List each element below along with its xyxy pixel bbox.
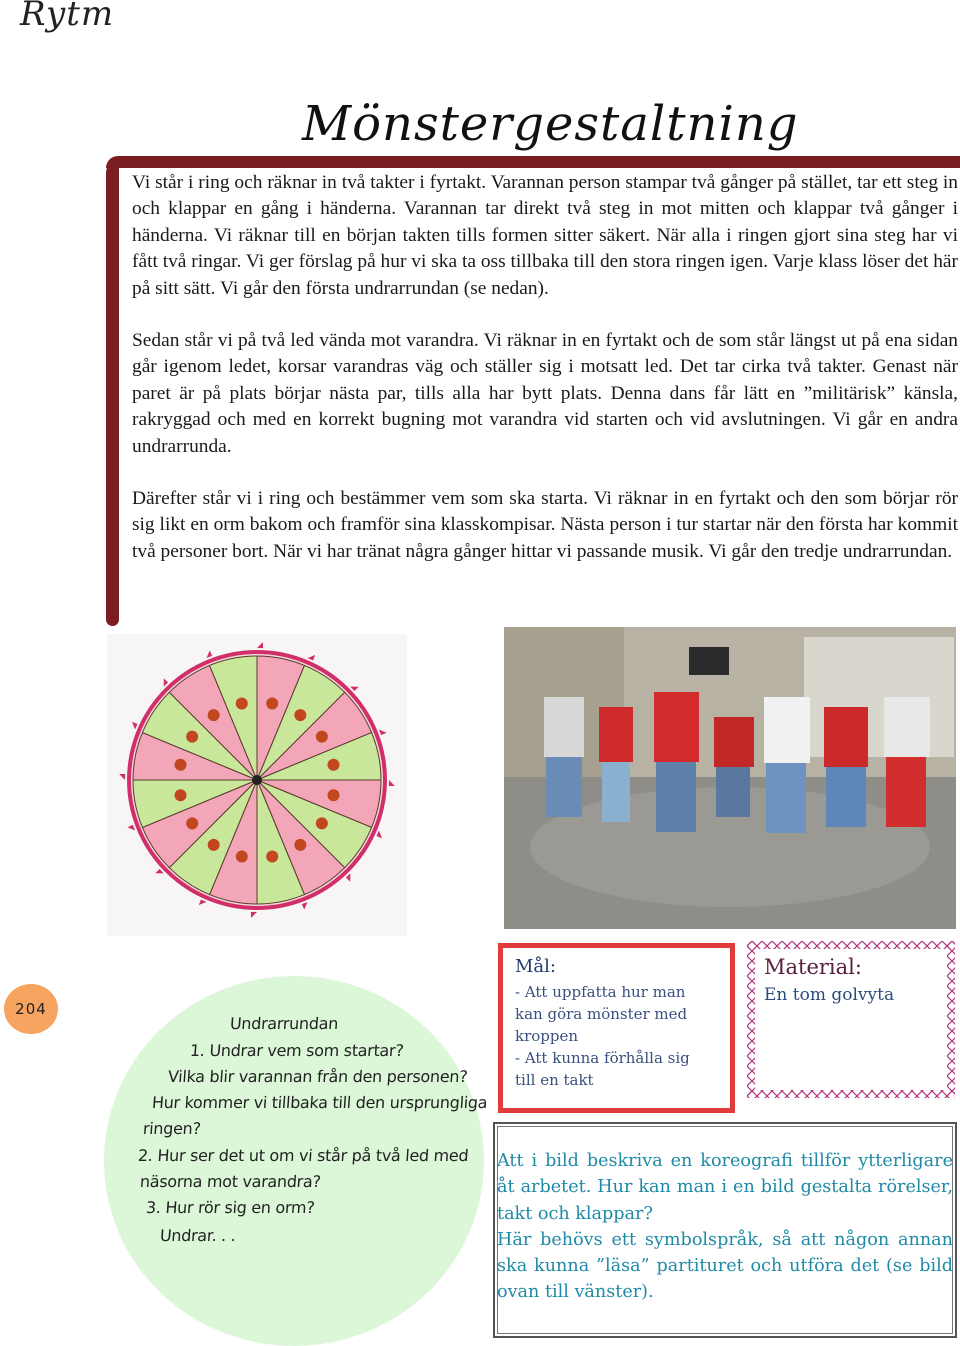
mandala-spike (119, 774, 125, 780)
mandala-figure (236, 697, 248, 709)
goals-line: - Att uppfatta hur man (515, 983, 686, 1001)
mandala-figure (294, 839, 306, 851)
mandala-figure (328, 759, 340, 771)
mandala-spike (389, 780, 395, 786)
goals-line: till en takt (515, 1071, 594, 1089)
mandala-spike (379, 729, 387, 735)
dance-photo (504, 627, 956, 929)
material-title: Material: (764, 955, 862, 979)
mandala-spike (164, 678, 168, 686)
mandala-figure (316, 731, 328, 743)
undrarrundan-line: Undrarrundan (229, 1014, 339, 1033)
mandala-figure (266, 851, 278, 863)
paragraph-1: Vi står i ring och räknar in två takter i fyrtakt. Varannan person stampar två gånger på stället, tar ett steg in och klappar en gång i händerna. Varannan tar direkt två steg in mot mitten och klappar två gånger i händerna. Vi räknar till en början takten tills formen sitter säkert. När alla i ringen gjort sina steg har vi fått två ringar. Vi ger förslag på hur vi ska ta oss tillbaka till den stora ringen igen. Varje klass löser det här på sitt sätt. Vi går den första undrarrundan (se nedan). (132, 172, 958, 299)
bild-paragraph-1: Att i bild beskriva en koreografi tillför ytterligare åt arbetet. Hur kan man i en bild gestalta rörelser, takt och klappar? (497, 1151, 953, 1224)
material-text: En tom golvyta (764, 985, 895, 1005)
mandala-figure (266, 697, 278, 709)
page-number: 204 (4, 984, 58, 1034)
mandala-spike (127, 825, 135, 831)
bracket-end (106, 600, 119, 626)
mandala-spike (206, 650, 212, 658)
undrarrundan-line: 3. Hur rör sig en orm? (145, 1198, 316, 1217)
bild-text (497, 1148, 953, 1306)
bracket-side (106, 160, 119, 620)
mandala-figure (174, 789, 186, 801)
mandala-figure (186, 731, 198, 743)
mandala-spike (376, 831, 382, 839)
mandala-figure (316, 817, 328, 829)
goals-box (498, 943, 735, 1113)
mandala-spike (155, 869, 163, 873)
body-text (132, 170, 958, 591)
mandala-figure (208, 839, 220, 851)
mandala-figure (186, 817, 198, 829)
mandala-spike (350, 687, 358, 691)
mandala-figure (174, 759, 186, 771)
mandala-figure (294, 709, 306, 721)
mandala-figure (328, 789, 340, 801)
mandala-spike (132, 722, 138, 730)
mandala-drawing (107, 634, 407, 936)
mandala-spike (251, 912, 257, 918)
paragraph-3: Därefter står vi i ring och bestämmer vem som ska starta. Vi räknar in en fyrtakt och den som börjar rör sig likt en orm bakom och framför sina klasskompisar. Nästa person i tur startar när den första har kommit två personer bort. När vi har tränat några gånger hittar vi passande musik. Vi går den tredje undrarrundan. (132, 488, 958, 562)
page-title: Mönstergestaltning (302, 96, 799, 152)
photo-svg (504, 627, 956, 929)
paragraph-2: Sedan står vi på två led vända mot varandra. Vi räknar in en fyrtakt och de som står längst ut på ena sidan går igenom ledet, korsar varandras väg och ställer sig i motsatt led. Det tar cirka två takter. Genast när paret är på plats börjar nästa par, tills alla har bytt plats. Denna dans får lätt en ”militärisk” känsla, rakryggad och med en korrekt bugning mot varandra vid starten och vid avslutningen. Vi går en andra undrarrunda. (132, 330, 958, 457)
mandala-figure (236, 851, 248, 863)
mandala-spike (257, 642, 263, 648)
bracket-top (106, 156, 960, 168)
mandala-figure (208, 709, 220, 721)
undrarrundan-line: Undrar. . . (159, 1226, 237, 1245)
undrarrundan-line: Hur kommer vi tillbaka till den ursprungliga (151, 1093, 488, 1112)
undrarrundan-line: 1. Undrar vem som startar? (189, 1041, 405, 1060)
mandala-spike (302, 902, 308, 910)
mandala-spike (346, 873, 350, 881)
goals-line: kroppen (515, 1027, 579, 1045)
goals-title: Mål: (515, 956, 556, 977)
mandala-spike (308, 655, 316, 661)
undrarrundan-line: näsorna mot varandra? (139, 1172, 322, 1191)
bild-paragraph-2: Här behövs ett symbolspråk, så att någon annan ska kunna ”läsa” partituret och utföra det (se bild ovan till vänster). (497, 1229, 953, 1303)
goals-line: - Att kunna förhålla sig (515, 1049, 690, 1067)
goals-line: kan göra mönster med (515, 1005, 688, 1023)
mandala-spike (199, 899, 207, 905)
undrarrundan-line: ringen? (142, 1119, 202, 1138)
undrarrundan-line: Vilka blir varannan från den personen? (167, 1067, 469, 1086)
mandala-svg (107, 634, 407, 936)
section-label: Rytm (20, 0, 115, 34)
undrarrundan-line: 2. Hur ser det ut om vi står på två led med (137, 1146, 469, 1165)
